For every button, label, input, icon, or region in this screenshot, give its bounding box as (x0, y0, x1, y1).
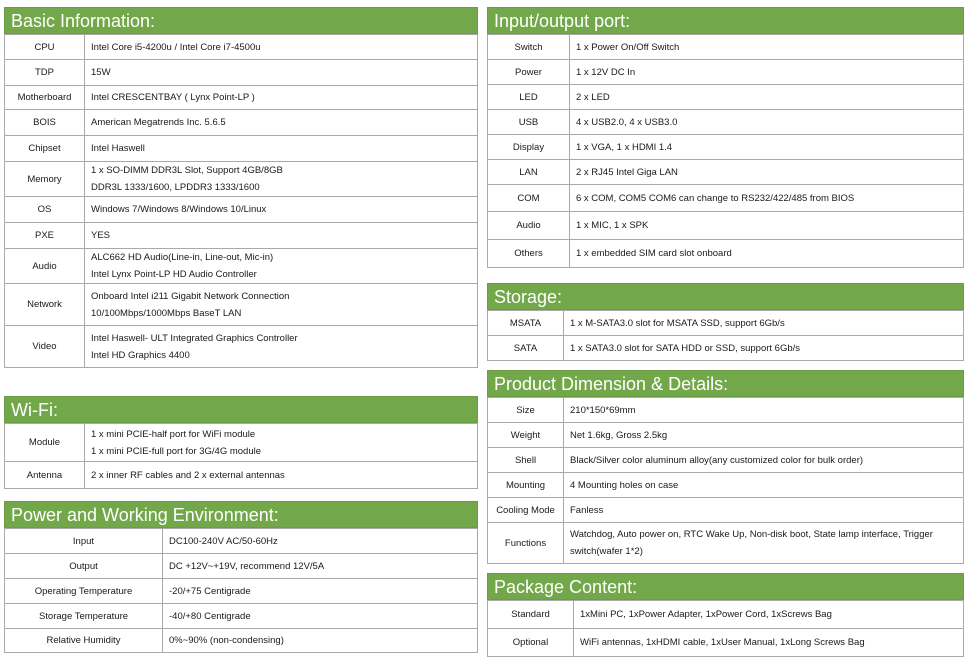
spec-value (564, 336, 964, 361)
section-title: Basic Information: (4, 7, 478, 34)
spec-value-line: 1 x SATA3.0 slot for SATA HDD or SSD, support 6Gb/s (570, 342, 801, 354)
spec-row (5, 554, 478, 579)
spec-label: Module (5, 424, 85, 462)
spec-value-line: DC100-240V AC/50-60Hz (169, 535, 278, 547)
spec-label: PXE (5, 223, 85, 249)
spec-value (570, 135, 964, 160)
spec-label: Cooling Mode (488, 498, 564, 523)
spec-row (5, 424, 478, 462)
spec-row (488, 160, 964, 185)
spec-label: Others (488, 240, 570, 268)
spec-value (85, 110, 478, 136)
spec-row (5, 136, 478, 162)
spec-value-line: 1xMini PC, 1xPower Adapter, 1xPower Cord, 1xScrews Bag (580, 609, 832, 620)
spec-value-line: Net 1.6kg, Gross 2.5kg (570, 429, 668, 441)
spec-label: LED (488, 85, 570, 110)
spec-value-line: 1 x VGA, 1 x HDMI 1.4 (576, 141, 673, 153)
spec-label: LAN (488, 160, 570, 185)
spec-value (570, 85, 964, 110)
spec-label: Mounting (488, 473, 564, 498)
spec-value-line: Intel Haswell- ULT Integrated Graphics Controller (91, 332, 298, 344)
product-dimension-section (487, 370, 964, 563)
spec-row (5, 462, 478, 489)
spec-label: Network (5, 284, 85, 326)
spec-row (488, 110, 964, 135)
spec-value (570, 110, 964, 135)
spec-label: Switch (488, 35, 570, 60)
spec-label: Output (5, 554, 163, 579)
spec-value (85, 35, 478, 60)
spec-row (5, 162, 478, 197)
spec-label: Storage Temperature (5, 604, 163, 629)
spec-value-line: -20/+75 Centigrade (169, 585, 251, 597)
spec-row (5, 326, 478, 368)
spec-value (570, 60, 964, 85)
spec-label: Audio (5, 249, 85, 284)
spec-row (488, 336, 964, 361)
spec-label: Memory (5, 162, 85, 197)
spec-value (85, 462, 478, 489)
spec-label: Audio (488, 212, 570, 240)
spec-label: Power (488, 60, 570, 85)
spec-row (5, 197, 478, 223)
spec-label: Motherboard (5, 86, 85, 110)
spec-value (564, 473, 964, 498)
spec-value-line: 0%~90% (non-condensing) (169, 635, 284, 646)
spec-value (564, 498, 964, 523)
spec-value-line: 1 x M-SATA3.0 slot for MSATA SSD, support 6Gb/s (570, 317, 785, 329)
spec-label: USB (488, 110, 570, 135)
spec-row (5, 35, 478, 60)
spec-row (5, 223, 478, 249)
spec-value-line: Intel Lynx Point-LP HD Audio Controller (91, 269, 257, 280)
spec-table (487, 397, 964, 564)
spec-label: TDP (5, 60, 85, 86)
spec-row (488, 35, 964, 60)
spec-value (564, 448, 964, 473)
spec-label: Operating Temperature (5, 579, 163, 604)
input-output-port-section (487, 7, 964, 273)
spec-table (487, 310, 964, 361)
spec-value-line: 10/100Mbps/1000Mbps BaseT LAN (91, 307, 242, 319)
spec-value-line: Windows 7/Windows 8/Windows 10/Linux (91, 204, 267, 215)
spec-value-line: 1 x mini PCIE-full port for 3G/4G module (91, 445, 262, 457)
spec-value-line: 1 x SO-DIMM DDR3L Slot, Support 4GB/8GB (91, 165, 283, 176)
spec-table (487, 600, 964, 657)
spec-value (163, 604, 478, 629)
spec-row (488, 185, 964, 212)
section-title: Storage: (487, 283, 964, 310)
spec-value (570, 35, 964, 60)
spec-row (488, 423, 964, 448)
spec-value-line: Intel HD Graphics 4400 (91, 349, 190, 361)
spec-row (5, 629, 478, 653)
spec-value-line: DC +12V~+19V, recommend 12V/5A (169, 560, 325, 572)
basic-information-section (4, 7, 478, 386)
spec-row (488, 523, 964, 564)
spec-row (488, 240, 964, 268)
section-title: Package Content: (487, 573, 964, 600)
spec-label: Chipset (5, 136, 85, 162)
spec-value-line: DDR3L 1333/1600, LPDDR3 1333/1600 (91, 182, 260, 193)
package-content-section (487, 573, 964, 657)
spec-label: Size (488, 398, 564, 423)
spec-value-line: Black/Silver color aluminum alloy(any customized color for bulk order) (570, 454, 864, 466)
spec-label: Optional (488, 629, 574, 657)
spec-value-line: 210*150*69mm (570, 404, 636, 416)
spec-row (5, 529, 478, 554)
spec-value-line: 4 x USB2.0, 4 x USB3.0 (576, 116, 678, 128)
spec-value (85, 162, 478, 197)
spec-value-line: -40/+80 Centigrade (169, 610, 251, 622)
spec-value-line: 4 Mounting holes on case (570, 479, 679, 491)
section-title: Power and Working Environment: (4, 501, 478, 528)
spec-value-line: Onboard Intel i211 Gigabit Network Connection (91, 290, 290, 302)
section-title: Wi-Fi: (4, 396, 478, 423)
spec-value (564, 398, 964, 423)
spec-value-line: 2 x inner RF cables and 2 x external antennas (91, 469, 285, 481)
section-title: Input/output port: (487, 7, 964, 34)
spec-value (570, 240, 964, 268)
spec-row (5, 579, 478, 604)
spec-table (487, 34, 964, 268)
spec-label: Relative Humidity (5, 629, 163, 653)
spec-label: CPU (5, 35, 85, 60)
spec-label: Functions (488, 523, 564, 564)
spec-value-line: Intel Haswell (91, 143, 145, 154)
spec-label: Display (488, 135, 570, 160)
spec-value (85, 197, 478, 223)
spec-row (488, 60, 964, 85)
spec-value-line: 1 x embedded SIM card slot onboard (576, 248, 732, 259)
spec-value-line: 1 x Power On/Off Switch (576, 41, 680, 53)
spec-value (85, 136, 478, 162)
power-environment-section (4, 501, 478, 655)
spec-label: COM (488, 185, 570, 212)
spec-value (163, 554, 478, 579)
spec-row (5, 86, 478, 110)
spec-value-line: 1 x 12V DC In (576, 66, 636, 78)
spec-label: Standard (488, 601, 574, 629)
spec-row (5, 284, 478, 326)
spec-value-line: switch(wafer 1*2) (570, 546, 643, 557)
spec-row (488, 311, 964, 336)
spec-label: MSATA (488, 311, 564, 336)
spec-label: OS (5, 197, 85, 223)
spec-label: Video (5, 326, 85, 368)
spec-row (488, 85, 964, 110)
spec-label: Weight (488, 423, 564, 448)
spec-value (85, 223, 478, 249)
spec-value (570, 212, 964, 240)
spec-value (163, 579, 478, 604)
spec-value (85, 60, 478, 86)
spec-value-line: 2 x LED (576, 91, 610, 103)
spec-row (488, 473, 964, 498)
spec-label: Input (5, 529, 163, 554)
spec-value (574, 629, 964, 657)
spec-row (5, 110, 478, 136)
spec-row (5, 60, 478, 86)
spec-row (5, 604, 478, 629)
spec-value-line: 1 x MIC, 1 x SPK (576, 220, 649, 231)
spec-label: BOIS (5, 110, 85, 136)
spec-value-line: WiFi antennas, 1xHDMI cable, 1xUser Manual, 1xLong Screws Bag (580, 637, 865, 648)
spec-value (570, 185, 964, 212)
spec-value (570, 160, 964, 185)
spec-value (85, 284, 478, 326)
spec-row (488, 448, 964, 473)
spec-value (163, 629, 478, 653)
spec-value-line: 6 x COM, COM5 COM6 can change to RS232/422/485 from BIOS (576, 192, 855, 204)
spec-row (488, 601, 964, 629)
spec-value-line: YES (91, 230, 111, 241)
spec-value (564, 523, 964, 564)
spec-value (85, 86, 478, 110)
spec-table (4, 34, 478, 368)
spec-row (488, 135, 964, 160)
section-title: Product Dimension & Details: (487, 370, 964, 397)
spec-value-line: Intel Core i5-4200u / Intel Core i7-4500u (91, 41, 261, 53)
storage-section (487, 283, 964, 360)
spec-table (4, 423, 478, 489)
spec-row (488, 629, 964, 657)
spec-value-line: Watchdog, Auto power on, RTC Wake Up, Non-disk boot, State lamp interface, Trigger (570, 529, 933, 540)
spec-value (85, 424, 478, 462)
spec-value (574, 601, 964, 629)
spec-row (5, 249, 478, 284)
spec-value (85, 249, 478, 284)
spec-row (488, 212, 964, 240)
spec-row (488, 398, 964, 423)
spec-value (564, 423, 964, 448)
spec-table (4, 528, 478, 653)
spec-label: Antenna (5, 462, 85, 489)
spec-value (85, 326, 478, 368)
spec-value-line: ALC662 HD Audio(Line-in, Line-out, Mic-in) (91, 252, 274, 263)
spec-value-line: Intel CRESCENTBAY ( Lynx Point-LP ) (91, 92, 255, 103)
spec-value-line: Fanless (570, 504, 604, 516)
spec-value (163, 529, 478, 554)
spec-value-line: American Megatrends Inc. 5.6.5 (91, 117, 226, 128)
wifi-section (4, 396, 478, 488)
spec-value-line: 15W (91, 67, 111, 78)
spec-label: Shell (488, 448, 564, 473)
spec-value-line: 2 x RJ45 Intel Giga LAN (576, 166, 678, 178)
spec-value-line: 1 x mini PCIE-half port for WiFi module (91, 428, 256, 440)
spec-label: SATA (488, 336, 564, 361)
spec-value (564, 311, 964, 336)
spec-row (488, 498, 964, 523)
